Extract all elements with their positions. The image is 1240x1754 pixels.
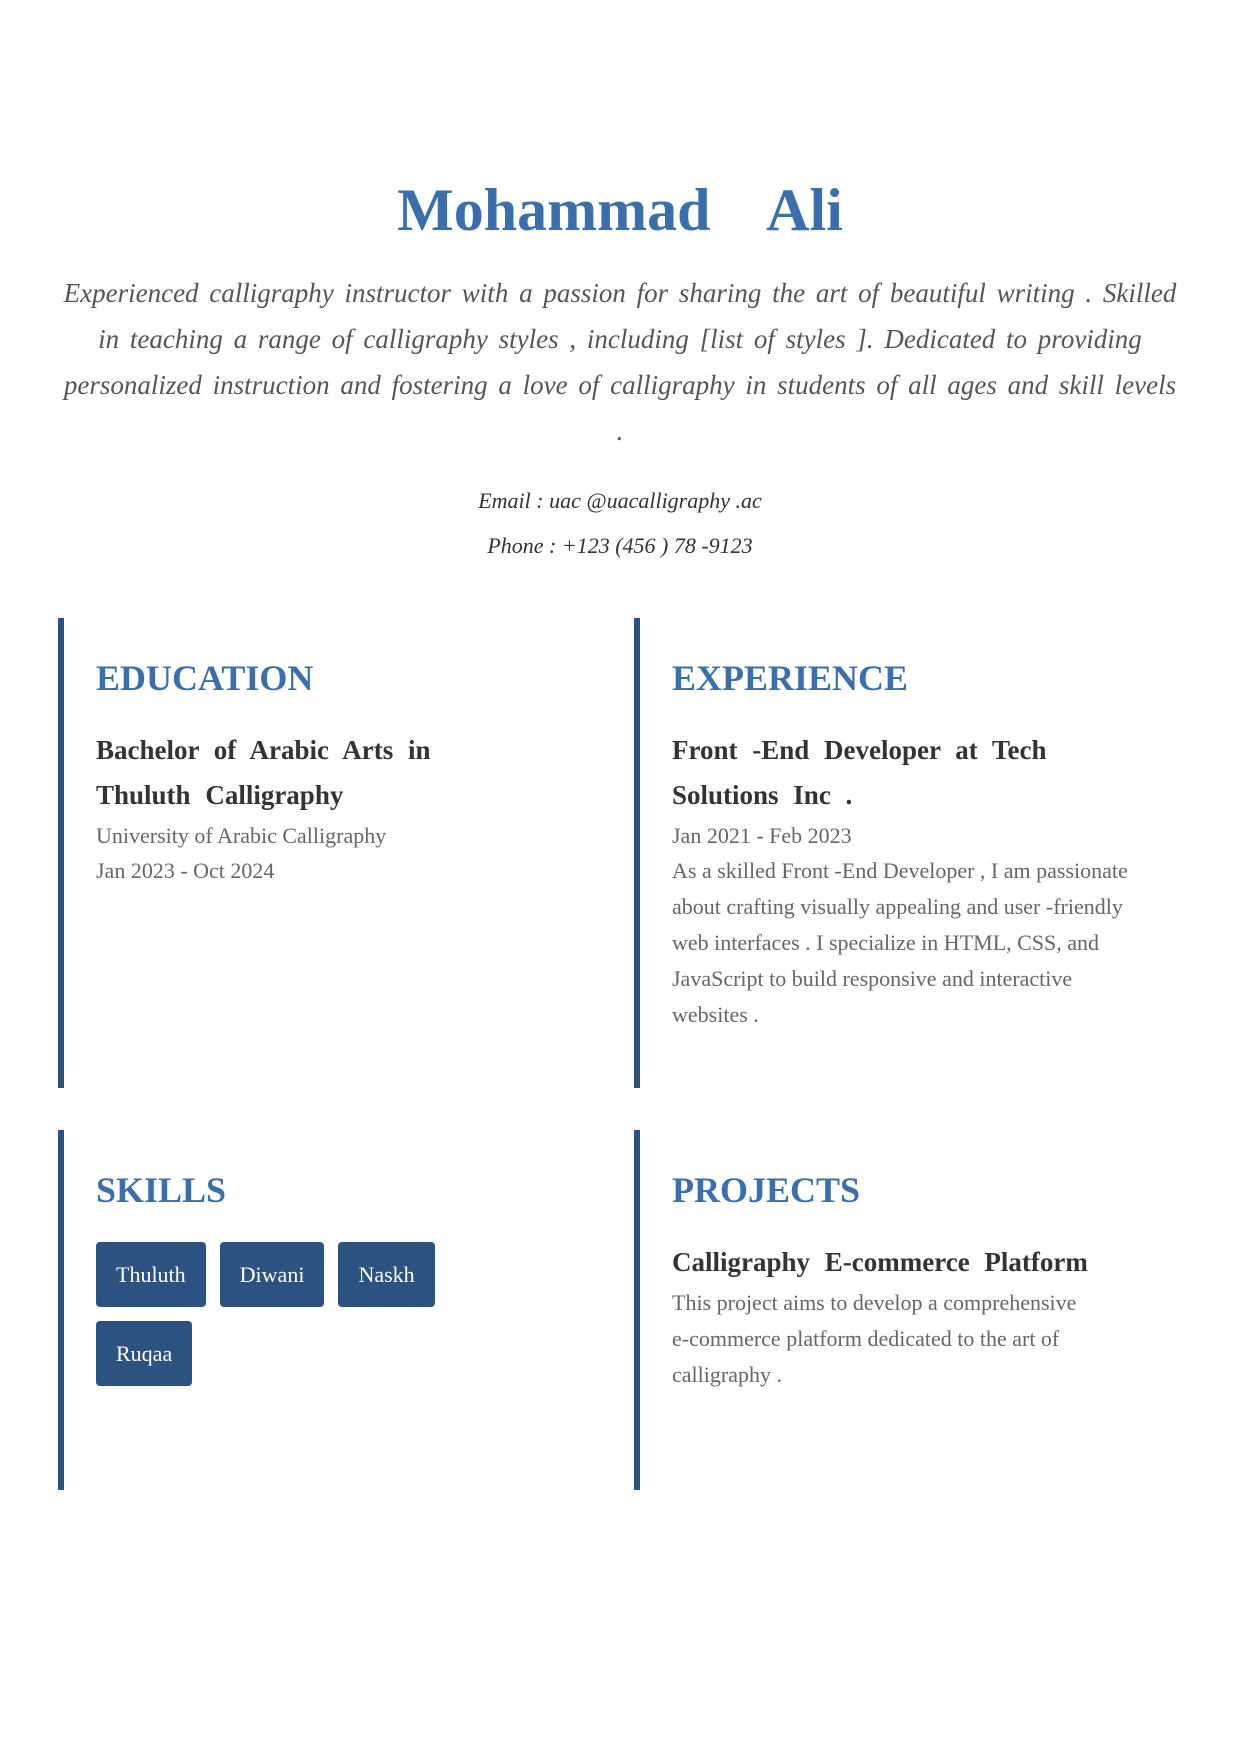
resume-header (60, 170, 1180, 568)
projects-section (634, 1130, 1154, 1490)
job-dates: Jan 2021 - Feb 2023 (672, 823, 852, 848)
job-description: As a skilled Front -End Developer , I am passionate about crafting visually appealing and user -friendly web interfaces . I specialize in HTML, CSS, and JavaScript to build responsive and interactive websites . (672, 858, 1128, 1027)
project-title: Calligraphy E-commerce Platform (672, 1247, 1088, 1277)
person-name: Mohammad Ali (397, 177, 843, 243)
experience-heading: EXPERIENCE (672, 658, 909, 698)
email-line: Email : uac @uacalligraphy .ac (478, 488, 762, 513)
degree-title: Bachelor of Arabic Arts in Thuluth Calligraphy (96, 735, 431, 810)
school-name: University of Arabic Calligraphy (96, 823, 387, 848)
skill-tag: Thuluth (96, 1242, 206, 1307)
phone-line: Phone : +123 (456 ) 78 -9123 (487, 533, 753, 558)
education-dates: Jan 2023 - Oct 2024 (96, 858, 275, 883)
skills-heading: SKILLS (96, 1170, 227, 1210)
project-description: This project aims to develop a comprehensive e-commerce platform dedicated to the art of calligraphy . (672, 1290, 1077, 1387)
experience-section (634, 618, 1154, 1088)
education-heading: EDUCATION (96, 658, 314, 698)
job-title: Front -End Developer at Tech Solutions Inc . (672, 735, 1047, 810)
skills-section (58, 1130, 578, 1490)
contact-info (60, 478, 1180, 568)
skill-tag: Diwani (220, 1242, 325, 1307)
education-section (58, 618, 578, 1088)
skill-tag: Ruqaa (96, 1321, 192, 1386)
projects-heading: PROJECTS (672, 1170, 861, 1210)
profile-summary: Experienced calligraphy instructor with a passion for sharing the art of beautiful writing . Skilled in teaching a range of calligraphy styles , including [list of styles ]. Dedicated to providing personalized instruction and fostering a love of calligraphy in students of all ages and skill levels . (63, 278, 1177, 446)
skill-tag: Naskh (338, 1242, 434, 1307)
skill-tags (96, 1242, 516, 1386)
